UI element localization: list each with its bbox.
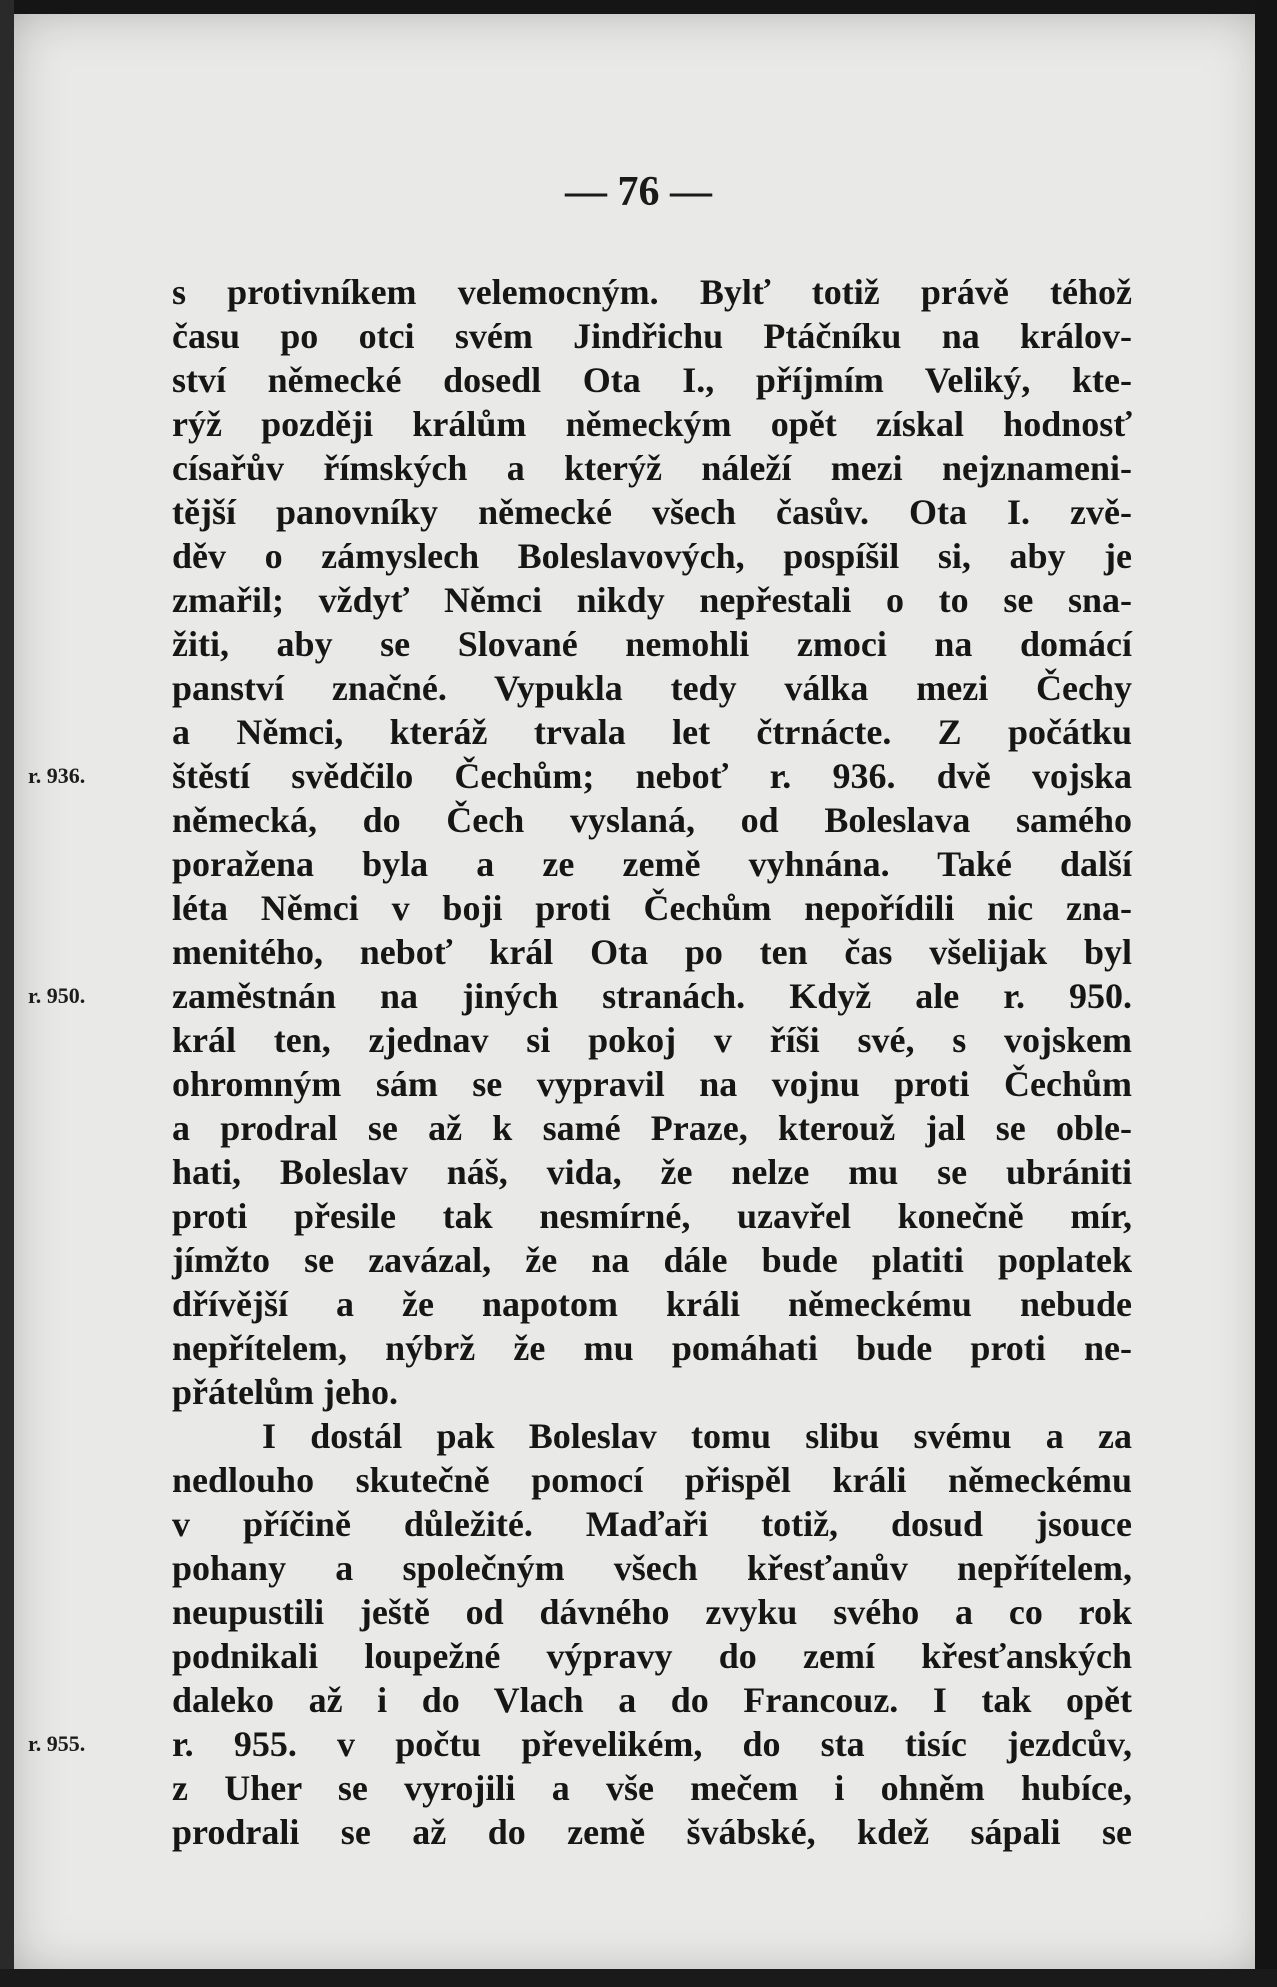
- margin-note-year: r. 955.: [28, 1731, 86, 1756]
- text-line: v příčině důležité. Maďaři totiž, dosud jsouce: [172, 1504, 1132, 1544]
- text-line: ství německé dosedl Ota I., příjmím Veliký, kte-: [172, 360, 1132, 400]
- text-line: nedlouho skutečně pomocí přispěl králi německému: [172, 1460, 1132, 1500]
- text-line: daleko až i do Vlach a do Francouz. I tak opět: [172, 1680, 1132, 1720]
- text-line: I dostál pak Boleslav tomu slibu svému a za: [262, 1416, 1132, 1456]
- text-line: menitého, neboť král Ota po ten čas všelijak byl: [172, 932, 1132, 972]
- text-line: proti přesile tak nesmírné, uzavřel konečně mír,: [172, 1196, 1132, 1236]
- text-line: z Uher se vyrojili a vše mečem i ohněm hubíce,: [172, 1768, 1132, 1808]
- text-line: zaměstnán na jiných stranách. Když ale r. 950.: [172, 976, 1132, 1016]
- text-line: zmařil; vždyť Němci nikdy nepřestali o to se sna-: [172, 580, 1132, 620]
- text-line: podnikali loupežné výpravy do zemí křesťanských: [172, 1636, 1132, 1676]
- text-line: neupustili ještě od dávného zvyku svého a co rok: [172, 1592, 1132, 1632]
- text-line: německá, do Čech vyslaná, od Boleslava samého: [172, 800, 1132, 840]
- text-line: hati, Boleslav náš, vida, že nelze mu se ubrániti: [172, 1152, 1132, 1192]
- scan-border-bottom: [0, 1969, 1277, 1987]
- text-line: císařův římských a kterýž náleží mezi nejznameni-: [172, 448, 1132, 488]
- text-line: ohromným sám se vypravil na vojnu proti Čechům: [172, 1064, 1132, 1104]
- margin-note-year: r. 936.: [28, 763, 86, 788]
- text-line: panství značné. Vypukla tedy válka mezi Čechy: [172, 668, 1132, 708]
- text-line: a Němci, kteráž trvala let čtrnácte. Z počátku: [172, 712, 1132, 752]
- text-line: rýž později králům německým opět získal hodnosť: [172, 404, 1132, 444]
- text-line: s protivníkem velemocným. Bylť totiž právě téhož: [172, 272, 1132, 312]
- text-line: přátelům jeho.: [172, 1372, 398, 1412]
- page-number: — 76 —: [565, 169, 712, 215]
- text-line: štěstí svědčilo Čechům; neboť r. 936. dvě vojska: [172, 756, 1132, 796]
- text-line: prodrali se až do země švábské, kdež sápali se: [172, 1812, 1132, 1852]
- text-line: král ten, zjednav si pokoj v říši své, s vojskem: [172, 1020, 1132, 1060]
- text-line: pohany a společným všech křesťanův nepřítelem,: [172, 1548, 1132, 1588]
- text-line: jímžto se zavázal, že na dále bude platiti poplatek: [172, 1240, 1132, 1280]
- text-line: poražena byla a ze země vyhnána. Také další: [172, 844, 1132, 884]
- text-line: dřívější a že napotom králi německému nebude: [172, 1284, 1132, 1324]
- text-line: léta Němci v boji proti Čechům nepořídili nic zna-: [172, 888, 1132, 928]
- margin-note-year: r. 950.: [28, 983, 86, 1008]
- text-line: tější panovníky německé všech časův. Ota I. zvě-: [172, 492, 1132, 532]
- text-line: a prodral se až k samé Praze, kterouž jal se oble-: [172, 1108, 1132, 1148]
- text-line: děv o zámyslech Boleslavových, pospíšil si, aby je: [172, 536, 1132, 576]
- scan-border-left: [0, 0, 14, 1987]
- text-line: nepřítelem, nýbrž že mu pomáhati bude proti ne-: [172, 1328, 1132, 1368]
- text-line: r. 955. v počtu převelikém, do sta tisíc jezdcův,: [172, 1724, 1132, 1764]
- scan-border-top: [0, 0, 1277, 14]
- text-line: času po otci svém Jindřichu Ptáčníku na králov-: [172, 316, 1132, 356]
- scan-border-right: [1255, 0, 1277, 1987]
- text-line: žiti, aby se Slované nemohli zmoci na domácí: [172, 624, 1132, 664]
